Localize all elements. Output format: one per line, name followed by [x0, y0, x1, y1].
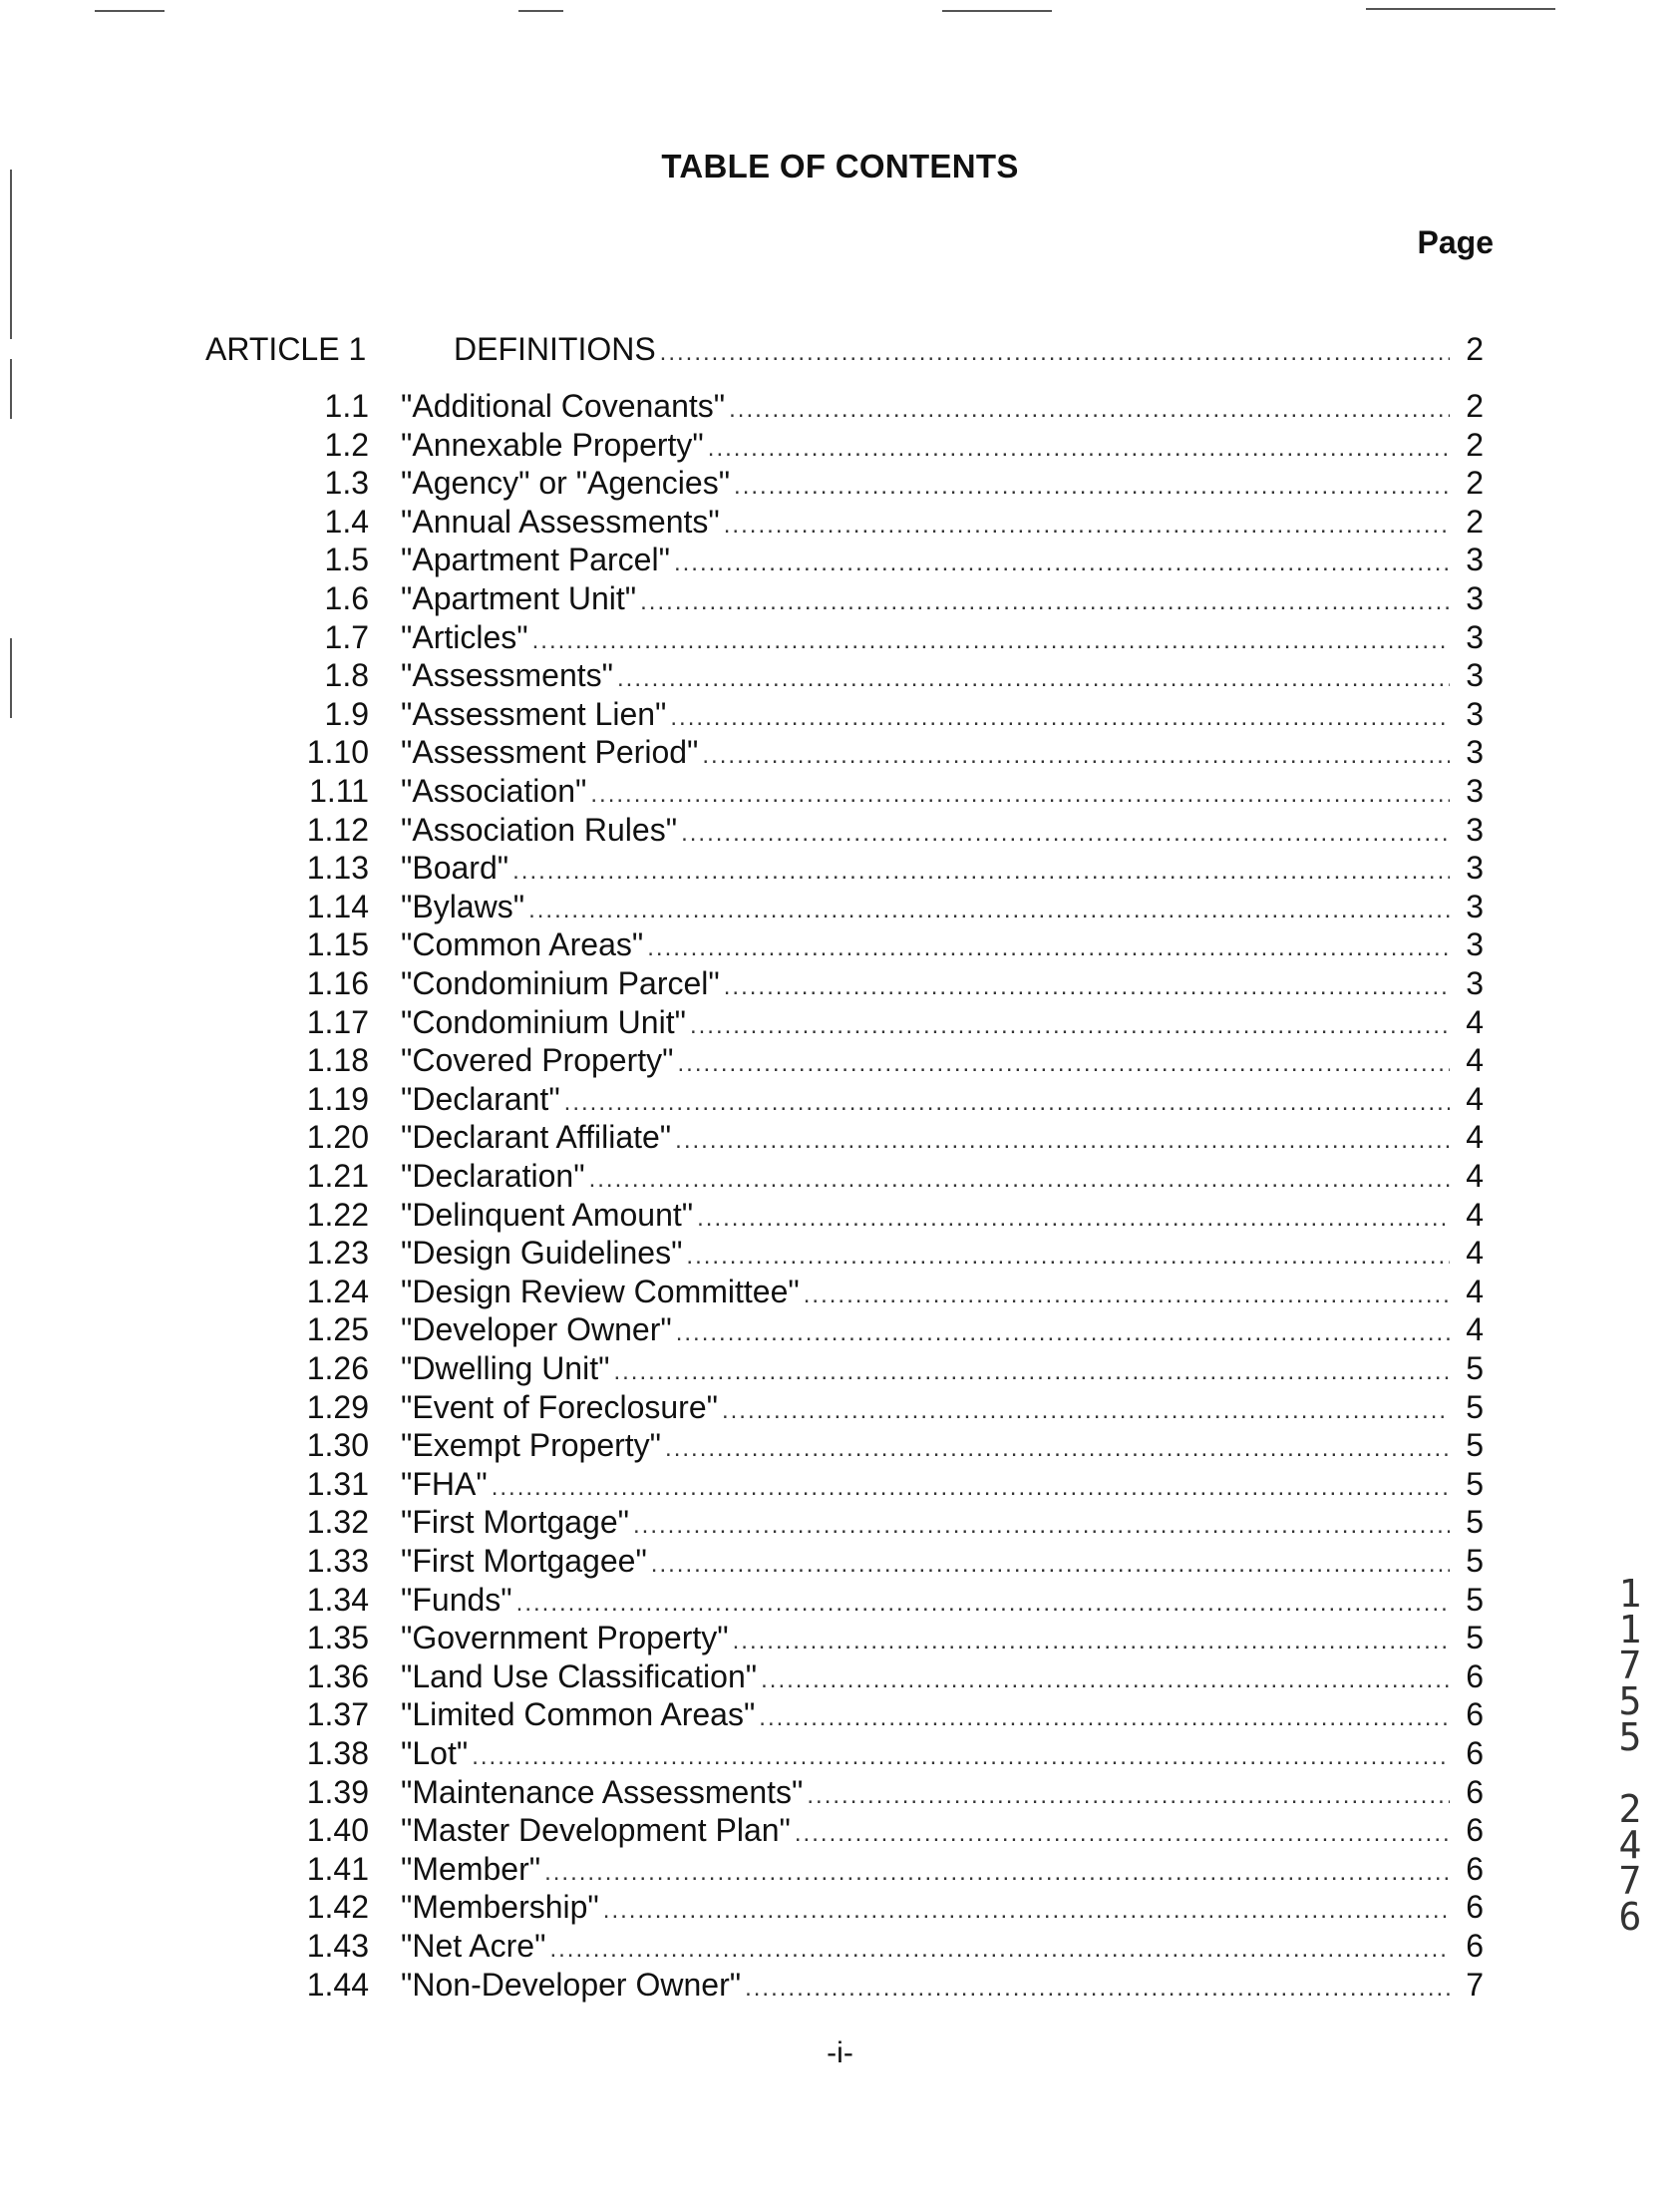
scan-mark-left-1 [10, 170, 12, 339]
entry-title: "Exempt Property" [401, 1427, 662, 1464]
page-footer-number: -i- [827, 2036, 853, 2069]
toc-entry [0, 386, 1680, 426]
toc-entry [0, 810, 1680, 850]
toc-entry [0, 924, 1680, 964]
entry-number: 1.25 [306, 1311, 369, 1348]
toc-entry [0, 732, 1680, 772]
entry-line [401, 1002, 1484, 1046]
toc-entry [0, 1887, 1680, 1927]
toc-entry [0, 502, 1680, 542]
entry-page-number: 5 [1466, 1465, 1484, 1502]
entry-title: "Assessments" [401, 657, 613, 694]
entry-title: "Net Acre" [401, 1928, 546, 1964]
entry-number: 1.8 [324, 657, 369, 694]
entry-number: 1.42 [306, 1889, 369, 1926]
toc-entry [0, 1926, 1680, 1966]
entry-title: "Developer Owner" [401, 1311, 672, 1348]
article-row [0, 329, 1680, 369]
entry-number: 1.10 [306, 734, 369, 771]
entry-title: "Membership" [401, 1889, 599, 1926]
entry-number: 1.43 [306, 1928, 369, 1964]
toc-entry [0, 578, 1680, 618]
entry-page-number: 3 [1466, 695, 1484, 732]
entry-page-number: 2 [1466, 503, 1484, 540]
entry-title: "FHA" [401, 1465, 488, 1502]
entry-line [401, 694, 1484, 738]
entry-line [401, 1156, 1484, 1200]
entry-page-number: 4 [1466, 1042, 1484, 1079]
entry-line [401, 1040, 1484, 1084]
entry-page-number: 6 [1466, 1773, 1484, 1810]
entry-title: "Condominium Parcel" [401, 965, 720, 1001]
toc-entry [0, 1733, 1680, 1773]
entry-page-number: 6 [1466, 1889, 1484, 1926]
entry-line [401, 1348, 1484, 1392]
toc-entry [0, 1156, 1680, 1196]
toc-entry [0, 887, 1680, 926]
entry-line [401, 1926, 1484, 1970]
entry-page-number: 5 [1466, 1427, 1484, 1464]
entry-number: 1.34 [306, 1581, 369, 1618]
entry-title: "Design Guidelines" [401, 1235, 683, 1272]
entry-line [401, 1965, 1484, 2009]
entry-line [401, 1580, 1484, 1624]
entry-title: "Additional Covenants" [401, 388, 726, 424]
entry-title: "Event of Foreclosure" [401, 1388, 718, 1425]
entry-number: 1.17 [306, 1003, 369, 1040]
entry-page-number: 4 [1466, 1003, 1484, 1040]
entry-number: 1.18 [306, 1042, 369, 1079]
entry-line [401, 1887, 1484, 1931]
article-label: ARTICLE 1 [205, 331, 367, 367]
entry-line [401, 1810, 1484, 1854]
entry-line [401, 425, 1484, 469]
entry-title: "Lot" [401, 1735, 469, 1771]
toc-entry [0, 1464, 1680, 1504]
entry-number: 1.36 [306, 1657, 369, 1694]
article-title: DEFINITIONS [454, 331, 656, 367]
margin-stamp-digit: 1 [1618, 1572, 1642, 1616]
entry-number: 1.6 [324, 580, 369, 616]
entry-page-number: 6 [1466, 1812, 1484, 1849]
dot-leader [660, 333, 1450, 373]
entry-line [401, 1849, 1484, 1893]
entry-line [401, 810, 1484, 854]
entry-page-number: 3 [1466, 542, 1484, 578]
entry-page-number: 6 [1466, 1850, 1484, 1887]
toc-entry [0, 425, 1680, 465]
entry-line [401, 1079, 1484, 1123]
entry-title: "Maintenance Assessments" [401, 1773, 804, 1810]
entry-line [401, 1387, 1484, 1431]
entry-number: 1.9 [324, 695, 369, 732]
entry-number: 1.15 [306, 926, 369, 963]
entry-page-number: 3 [1466, 850, 1484, 887]
toc-entry [0, 1849, 1680, 1889]
entry-number: 1.3 [324, 465, 369, 502]
entry-page-number: 5 [1466, 1543, 1484, 1579]
entry-number: 1.26 [306, 1350, 369, 1386]
toc-entry [0, 1233, 1680, 1273]
entry-number: 1.19 [306, 1080, 369, 1117]
scan-mark-top-4 [1366, 8, 1555, 10]
entry-page-number: 5 [1466, 1620, 1484, 1656]
entry-title: "Master Development Plan" [401, 1812, 791, 1849]
entry-line [401, 540, 1484, 583]
toc-entry [0, 1772, 1680, 1812]
entry-page-number: 3 [1466, 657, 1484, 694]
entry-number: 1.12 [306, 811, 369, 848]
toc-entry [0, 1309, 1680, 1349]
entry-title: "Declarant Affiliate" [401, 1119, 672, 1156]
entry-page-number: 6 [1466, 1735, 1484, 1771]
entry-line [401, 1464, 1484, 1508]
entry-title: "Covered Property" [401, 1042, 674, 1079]
entry-line [401, 1772, 1484, 1816]
entry-title: "Funds" [401, 1581, 512, 1618]
toc-entry [0, 1541, 1680, 1581]
entry-number: 1.32 [306, 1504, 369, 1541]
toc-entry [0, 1348, 1680, 1388]
entry-number: 1.38 [306, 1735, 369, 1771]
toc-entry [0, 1618, 1680, 1657]
scan-mark-top-3 [942, 10, 1052, 12]
entry-line [401, 924, 1484, 968]
entry-number: 1.13 [306, 850, 369, 887]
entry-line [401, 1694, 1484, 1738]
toc-entry [0, 1272, 1680, 1311]
entry-number: 1.44 [306, 1966, 369, 2003]
entry-number: 1.24 [306, 1273, 369, 1309]
entry-title: "Annexable Property" [401, 426, 704, 463]
entry-page-number: 3 [1466, 618, 1484, 655]
entry-title: "First Mortgage" [401, 1504, 629, 1541]
entry-title: "Declaration" [401, 1158, 585, 1194]
entry-title: "Assessment Lien" [401, 695, 667, 732]
entry-page-number: 4 [1466, 1080, 1484, 1117]
entry-page-number: 3 [1466, 888, 1484, 924]
entry-page-number: 2 [1466, 388, 1484, 424]
toc-entry [0, 771, 1680, 811]
entry-line [401, 655, 1484, 699]
entry-line [401, 1117, 1484, 1161]
toc-entry [0, 848, 1680, 888]
toc-entry [0, 694, 1680, 734]
entry-line [401, 386, 1484, 430]
entry-line [401, 1541, 1484, 1585]
toc-entry [0, 1810, 1680, 1850]
toc-entry [0, 1694, 1680, 1734]
entry-line [401, 1733, 1484, 1777]
entry-number: 1.16 [306, 965, 369, 1001]
entry-page-number: 5 [1466, 1388, 1484, 1425]
entry-title: "Bylaws" [401, 888, 525, 924]
entry-page-number: 3 [1466, 734, 1484, 771]
entry-title: "Land Use Classification" [401, 1657, 758, 1694]
entry-title: "Government Property" [401, 1620, 729, 1656]
entry-number: 1.29 [306, 1388, 369, 1425]
toc-entry [0, 1502, 1680, 1542]
entry-number: 1.40 [306, 1812, 369, 1849]
entry-number: 1.20 [306, 1119, 369, 1156]
toc-entry [0, 1425, 1680, 1465]
margin-stamp [1610, 1572, 1650, 1939]
toc-entry [0, 1079, 1680, 1119]
entry-number: 1.33 [306, 1543, 369, 1579]
entry-title: "Condominium Unit" [401, 1003, 686, 1040]
entry-line [401, 1425, 1484, 1469]
toc-entry [0, 1195, 1680, 1235]
entry-line [401, 887, 1484, 930]
entry-line [401, 1195, 1484, 1239]
entry-title: "First Mortgagee" [401, 1543, 647, 1579]
toc-entry [0, 617, 1680, 657]
dot-leader [745, 1969, 1450, 2009]
entry-line [401, 771, 1484, 815]
entry-title: "Delinquent Amount" [401, 1196, 694, 1233]
entry-number: 1.41 [306, 1850, 369, 1887]
entry-page-number: 2 [1466, 426, 1484, 463]
toc-entry [0, 1117, 1680, 1157]
entry-page-number: 6 [1466, 1696, 1484, 1733]
margin-stamp-digit: 2 [1618, 1787, 1642, 1831]
entry-line [401, 1502, 1484, 1546]
page-column-heading: Page [1417, 224, 1494, 260]
entry-page-number: 4 [1466, 1158, 1484, 1194]
toc-entry [0, 1965, 1680, 2005]
toc-entry [0, 1656, 1680, 1696]
article-page-number: 2 [1466, 331, 1484, 367]
entry-line [401, 463, 1484, 507]
entry-page-number: 3 [1466, 926, 1484, 963]
entry-number: 1.4 [324, 503, 369, 540]
toc-entry [0, 1002, 1680, 1042]
entry-number: 1.2 [324, 426, 369, 463]
entry-line [401, 963, 1484, 1007]
margin-stamp-digit: 7 [1618, 1859, 1642, 1903]
entry-page-number: 3 [1466, 811, 1484, 848]
entry-title: "Association Rules" [401, 811, 678, 848]
entry-number: 1.39 [306, 1773, 369, 1810]
entry-page-number: 2 [1466, 465, 1484, 502]
entry-number: 1.5 [324, 542, 369, 578]
entry-title: "Board" [401, 850, 509, 887]
entry-page-number: 4 [1466, 1311, 1484, 1348]
article-entry [454, 329, 1484, 373]
entry-number: 1.14 [306, 888, 369, 924]
entry-page-number: 4 [1466, 1196, 1484, 1233]
entry-page-number: 6 [1466, 1657, 1484, 1694]
entry-line [401, 1618, 1484, 1661]
entry-line [401, 732, 1484, 776]
entry-number: 1.30 [306, 1427, 369, 1464]
entry-page-number: 3 [1466, 580, 1484, 616]
entry-title: "Non-Developer Owner" [401, 1966, 742, 2003]
entry-page-number: 5 [1466, 1581, 1484, 1618]
entry-title: "Member" [401, 1850, 541, 1887]
entry-page-number: 5 [1466, 1350, 1484, 1386]
toc-entry [0, 1580, 1680, 1620]
margin-stamp-digit: 5 [1618, 1679, 1642, 1723]
scan-mark-top-2 [518, 10, 563, 12]
entry-title: "Dwelling Unit" [401, 1350, 610, 1386]
entry-title: "Declarant" [401, 1080, 560, 1117]
entry-title: "Agency" or "Agencies" [401, 465, 731, 502]
document-title: TABLE OF CONTENTS [661, 148, 1019, 184]
margin-stamp-digit: 7 [1618, 1644, 1642, 1687]
toc-entry [0, 963, 1680, 1003]
margin-stamp-digit: 5 [1618, 1715, 1642, 1759]
entry-page-number: 7 [1466, 1966, 1484, 2003]
entry-number: 1.21 [306, 1158, 369, 1194]
toc-entry [0, 655, 1680, 695]
entry-title: "Annual Assessments" [401, 503, 720, 540]
entry-number: 1.11 [309, 773, 369, 809]
toc-entry [0, 540, 1680, 579]
entry-line [401, 848, 1484, 892]
entry-page-number: 4 [1466, 1273, 1484, 1309]
entry-line [401, 502, 1484, 546]
entry-page-number: 3 [1466, 773, 1484, 809]
entry-line [401, 617, 1484, 661]
entry-line [401, 1309, 1484, 1353]
entry-title: "Limited Common Areas" [401, 1696, 756, 1733]
margin-stamp-digit: 4 [1618, 1823, 1642, 1867]
entry-page-number: 3 [1466, 965, 1484, 1001]
entry-title: "Design Review Committee" [401, 1273, 800, 1309]
entry-title: "Articles" [401, 618, 528, 655]
entry-title: "Association" [401, 773, 587, 809]
entry-number: 1.31 [306, 1465, 369, 1502]
entry-number: 1.37 [306, 1696, 369, 1733]
toc-entry [0, 1040, 1680, 1080]
entry-page-number: 6 [1466, 1928, 1484, 1964]
entry-title: "Apartment Unit" [401, 580, 637, 616]
entry-title: "Common Areas" [401, 926, 644, 963]
entry-line [401, 1233, 1484, 1277]
entry-title: "Assessment Period" [401, 734, 699, 771]
scan-mark-top-1 [95, 10, 165, 12]
entry-number: 1.7 [324, 618, 369, 655]
entry-page-number: 5 [1466, 1504, 1484, 1541]
entry-line [401, 578, 1484, 622]
toc-entry [0, 463, 1680, 503]
margin-stamp-digit: 6 [1618, 1895, 1642, 1939]
entry-page-number: 4 [1466, 1235, 1484, 1272]
entry-number: 1.35 [306, 1620, 369, 1656]
entry-line [401, 1656, 1484, 1700]
entry-number: 1.1 [324, 388, 369, 424]
entry-number: 1.23 [306, 1235, 369, 1272]
entry-title: "Apartment Parcel" [401, 542, 670, 578]
toc-entry [0, 1387, 1680, 1427]
entry-line [401, 1272, 1484, 1315]
margin-stamp-digit: 1 [1618, 1608, 1642, 1652]
entry-page-number: 4 [1466, 1119, 1484, 1156]
entry-number: 1.22 [306, 1196, 369, 1233]
